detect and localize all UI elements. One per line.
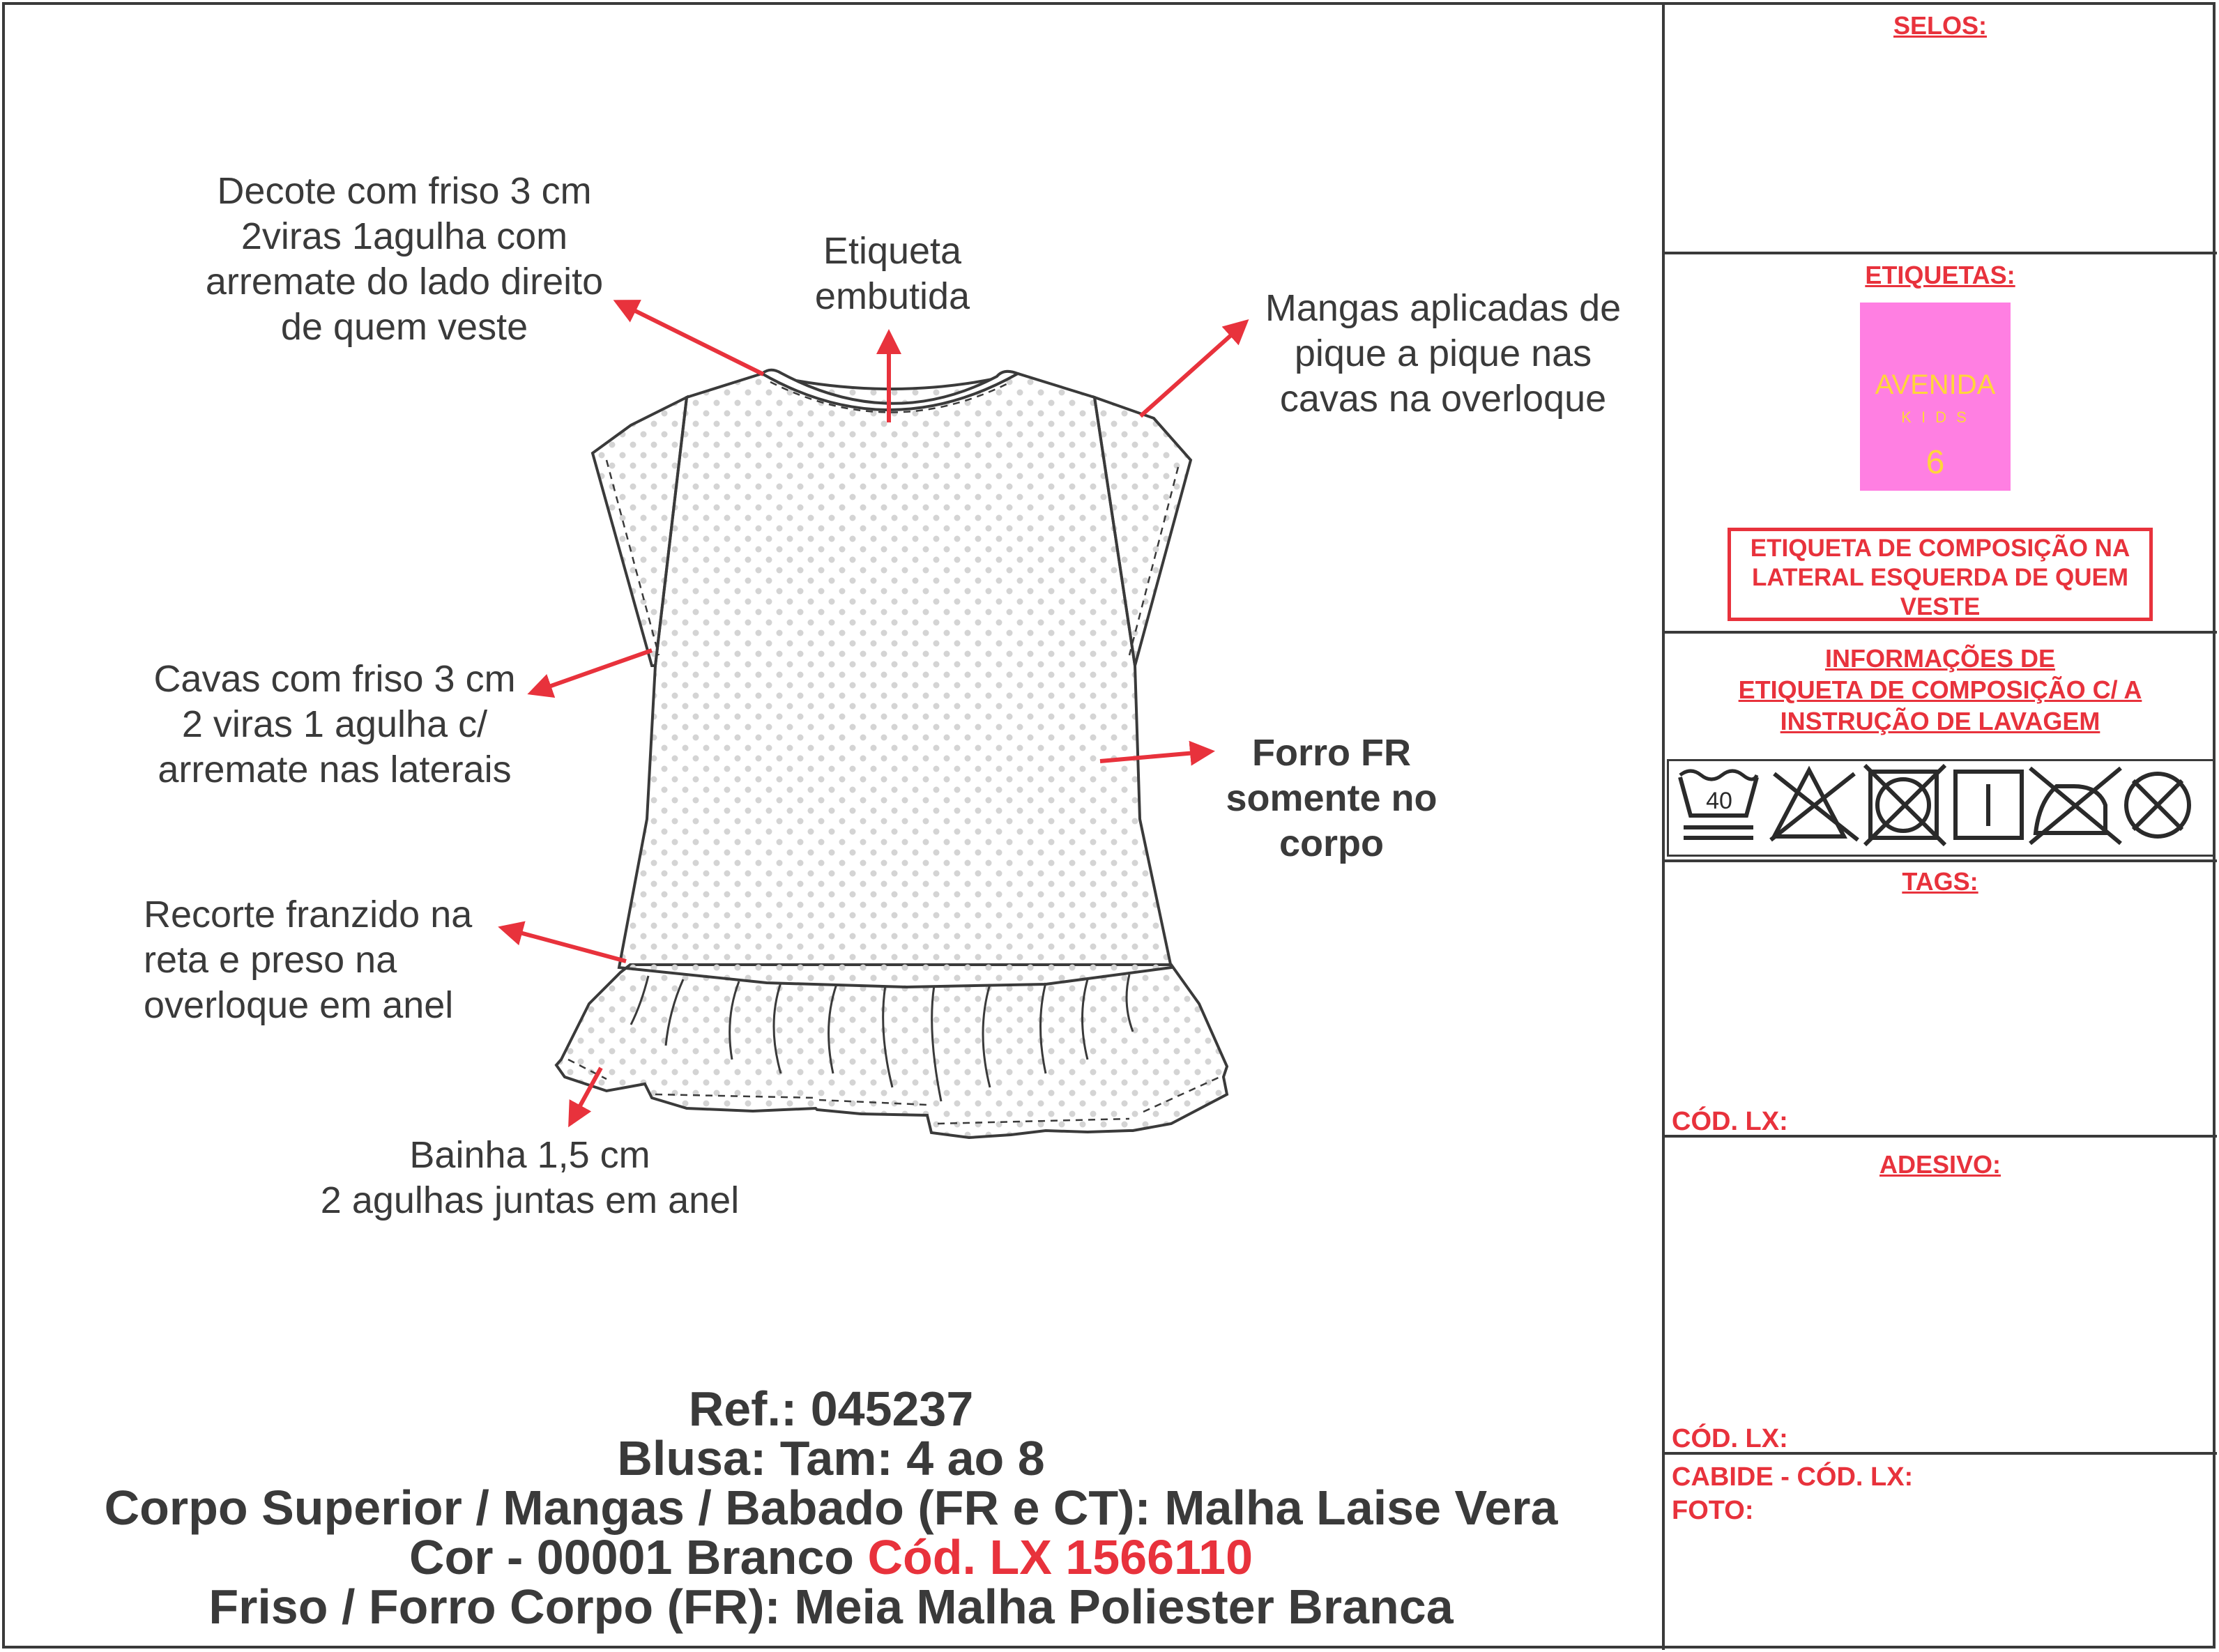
cabide-cod-lx: CABIDE - CÓD. LX: xyxy=(1672,1462,1914,1492)
arrow-mangas xyxy=(1141,322,1246,416)
note-etiqueta: Etiqueta embutida xyxy=(814,230,970,317)
brand-sub: K I D S xyxy=(1901,408,1969,426)
product-ref: Ref.: 045237 xyxy=(688,1382,974,1436)
color-name: Cor - 00001 Branco xyxy=(409,1530,868,1584)
note-mangas: Mangas aplicadas de pique a pique nas cavas na overloque xyxy=(1265,287,1622,420)
care-symbols-box xyxy=(1667,759,2215,857)
adesivo-heading: ADESIVO: xyxy=(1879,1150,2001,1179)
note-recorte: Recorte franzido na reta e preso na overloque em anel xyxy=(144,894,473,1026)
body xyxy=(619,374,1171,987)
selos-heading: SELOS: xyxy=(1893,11,1987,40)
adesivo-cod-lx: CÓD. LX: xyxy=(1672,1424,1788,1453)
blouse-sketch xyxy=(556,370,1227,1138)
composition-label-box: ETIQUETA DE COMPOSIÇÃO NA LATERAL ESQUERDA DE QUEM VESTE xyxy=(1728,528,2153,621)
informacoes-heading: INFORMAÇÕES DE ETIQUETA DE COMPOSIÇÃO C/ A INSTRUÇÃO DE LAVAGEM xyxy=(1738,644,2142,735)
note-decote: Decote com friso 3 cm 2viras 1agulha com arremate do lado direito de quem veste xyxy=(205,170,604,348)
arrow-cavas xyxy=(531,650,652,693)
note-bainha: Bainha 1,5 cm 2 agulhas juntas em anel xyxy=(320,1134,740,1221)
etiquetas-heading: ETIQUETAS: xyxy=(1865,261,2015,289)
label-size: 6 xyxy=(1926,444,1945,481)
product-material: Corpo Superior / Mangas / Babado (FR e CT): Malha Laise Vera xyxy=(104,1481,1558,1535)
product-trim: Friso / Forro Corpo (FR): Meia Malha Poliester Branca xyxy=(208,1580,1454,1634)
product-color xyxy=(0,1532,1662,1582)
note-cavas: Cavas com friso 3 cm 2 viras 1 agulha c/ arremate nas laterais xyxy=(153,658,516,790)
brand-name: AVENIDA xyxy=(1875,369,1996,400)
foto-label: FOTO: xyxy=(1672,1496,1754,1525)
arrow-decote xyxy=(617,302,763,374)
tags-cod-lx: CÓD. LX: xyxy=(1672,1107,1788,1136)
note-forro: Forro FR somente no corpo xyxy=(1226,732,1438,864)
wash-temp: 40 xyxy=(1706,788,1732,814)
tags-heading: TAGS: xyxy=(1902,867,1978,896)
product-type: Blusa: Tam: 4 ao 8 xyxy=(617,1431,1045,1485)
brand-label xyxy=(1860,303,2011,491)
arrow-recorte xyxy=(502,928,626,961)
color-code: Cód. LX 1566110 xyxy=(867,1530,1253,1584)
